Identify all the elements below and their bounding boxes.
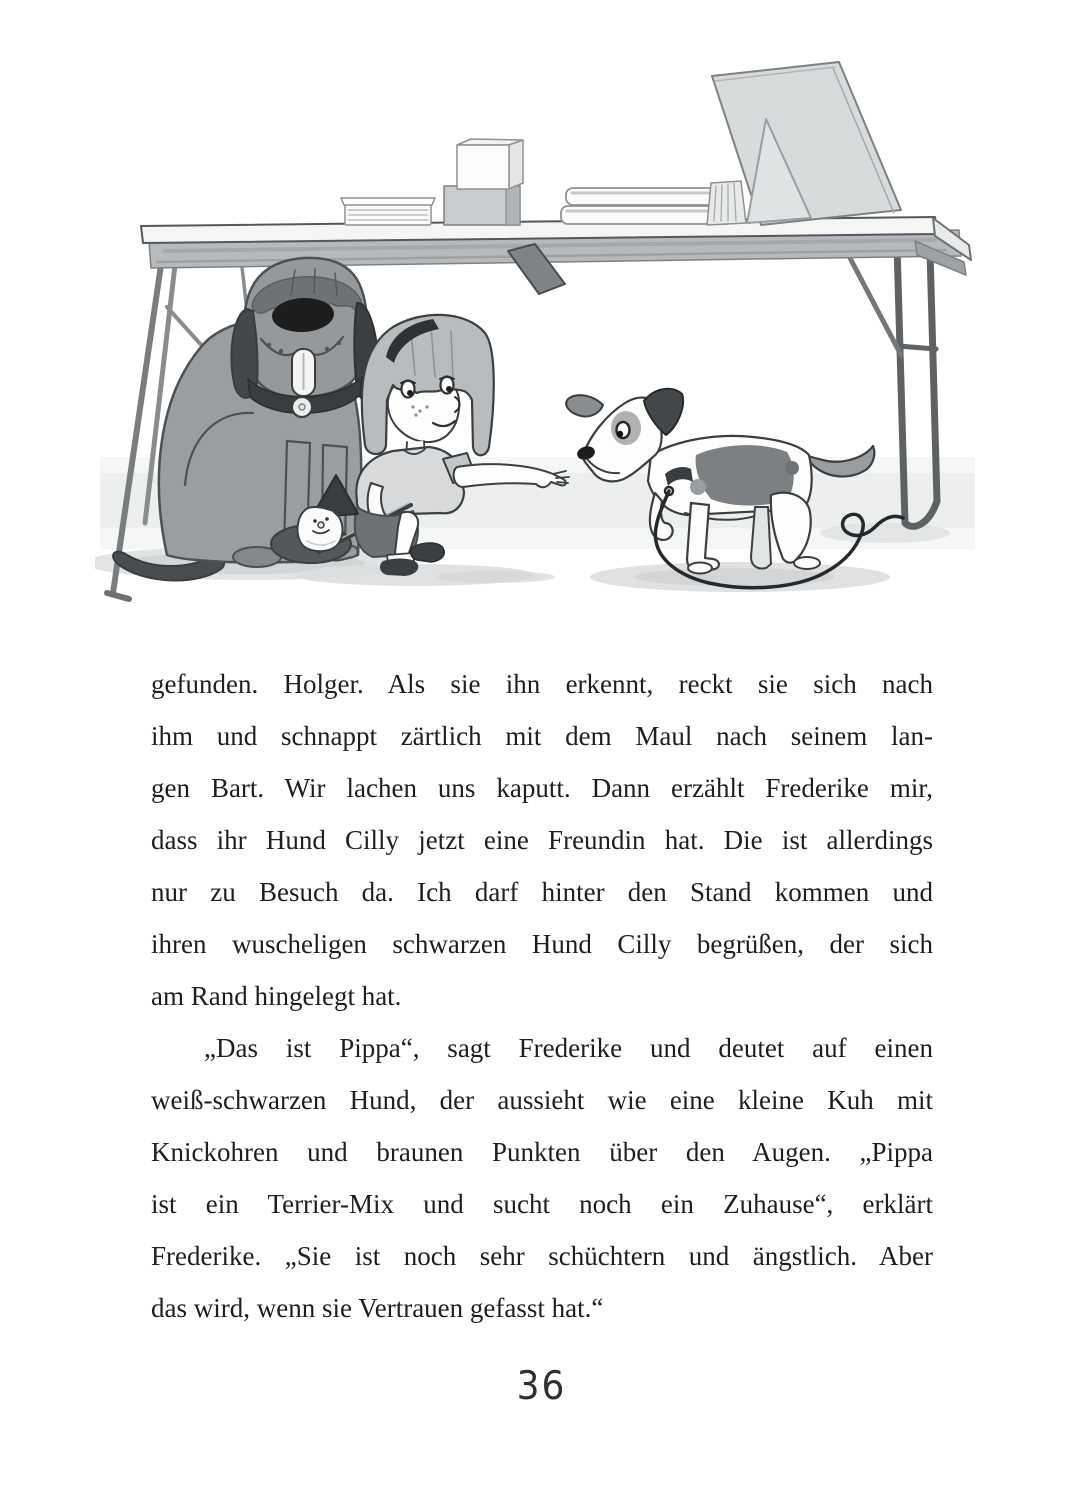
text-line: Knickohren und braunen Punkten über den Augen. „Pippa — [151, 1137, 933, 1167]
cardboard-boxes — [444, 139, 523, 225]
body-text — [151, 658, 933, 1334]
text-line: ihm und schnappt zärtlich mit dem Maul nach seinem lan- — [151, 721, 933, 751]
text-line: gefunden. Holger. Als sie ihn erkennt, reckt sie sich nach — [151, 669, 933, 699]
text-line: Frederike. „Sie ist noch sehr schüchtern und ängstlich. Aber — [151, 1241, 933, 1271]
text-line: ist ein Terrier-Mix und sucht noch ein Zuhause“, erklärt — [151, 1189, 933, 1219]
paper-fan — [707, 181, 746, 225]
text-line: das wird, wenn sie Vertrauen gefasst hat.“ — [151, 1293, 604, 1323]
text-line: gen Bart. Wir lachen uns kaputt. Dann erzählt Frederike mir, — [151, 773, 933, 803]
text-line: weiß-schwarzen Hund, der aussieht wie eine kleine Kuh mit — [151, 1085, 933, 1115]
book-stack — [561, 181, 746, 225]
girl-shoe — [380, 559, 418, 576]
text-line: dass ihr Hund Cilly jetzt eine Freundin hat. Die ist allerdings — [151, 825, 933, 855]
text-line: am Rand hingelegt hat. — [151, 981, 402, 1011]
small-dog-hindleg — [771, 493, 811, 563]
small-dog-paw — [688, 563, 712, 574]
small-dog-paw — [794, 557, 820, 569]
paragraph — [151, 1022, 933, 1334]
illustration — [95, 55, 980, 645]
text-line: „Das ist Pippa“, sagt Frederike und deutet auf einen — [204, 1033, 933, 1063]
small-dog-hindleg-far — [751, 507, 771, 569]
paragraph — [151, 658, 933, 1022]
text-line: ihren wuscheligen schwarzen Hund Cilly begrüßen, der sich — [151, 929, 933, 959]
small-dog-spot — [785, 461, 799, 475]
small-dog-ear-left — [566, 395, 603, 416]
table-items — [341, 62, 901, 225]
page-number: 36 — [516, 1364, 567, 1409]
gnome-nose — [318, 522, 324, 528]
big-dog-tag — [292, 397, 312, 417]
girl-shoe — [411, 543, 445, 562]
text-line: nur zu Besuch da. Ich darf hinter den Stand kommen und — [151, 877, 933, 907]
paper-stack — [341, 198, 435, 225]
